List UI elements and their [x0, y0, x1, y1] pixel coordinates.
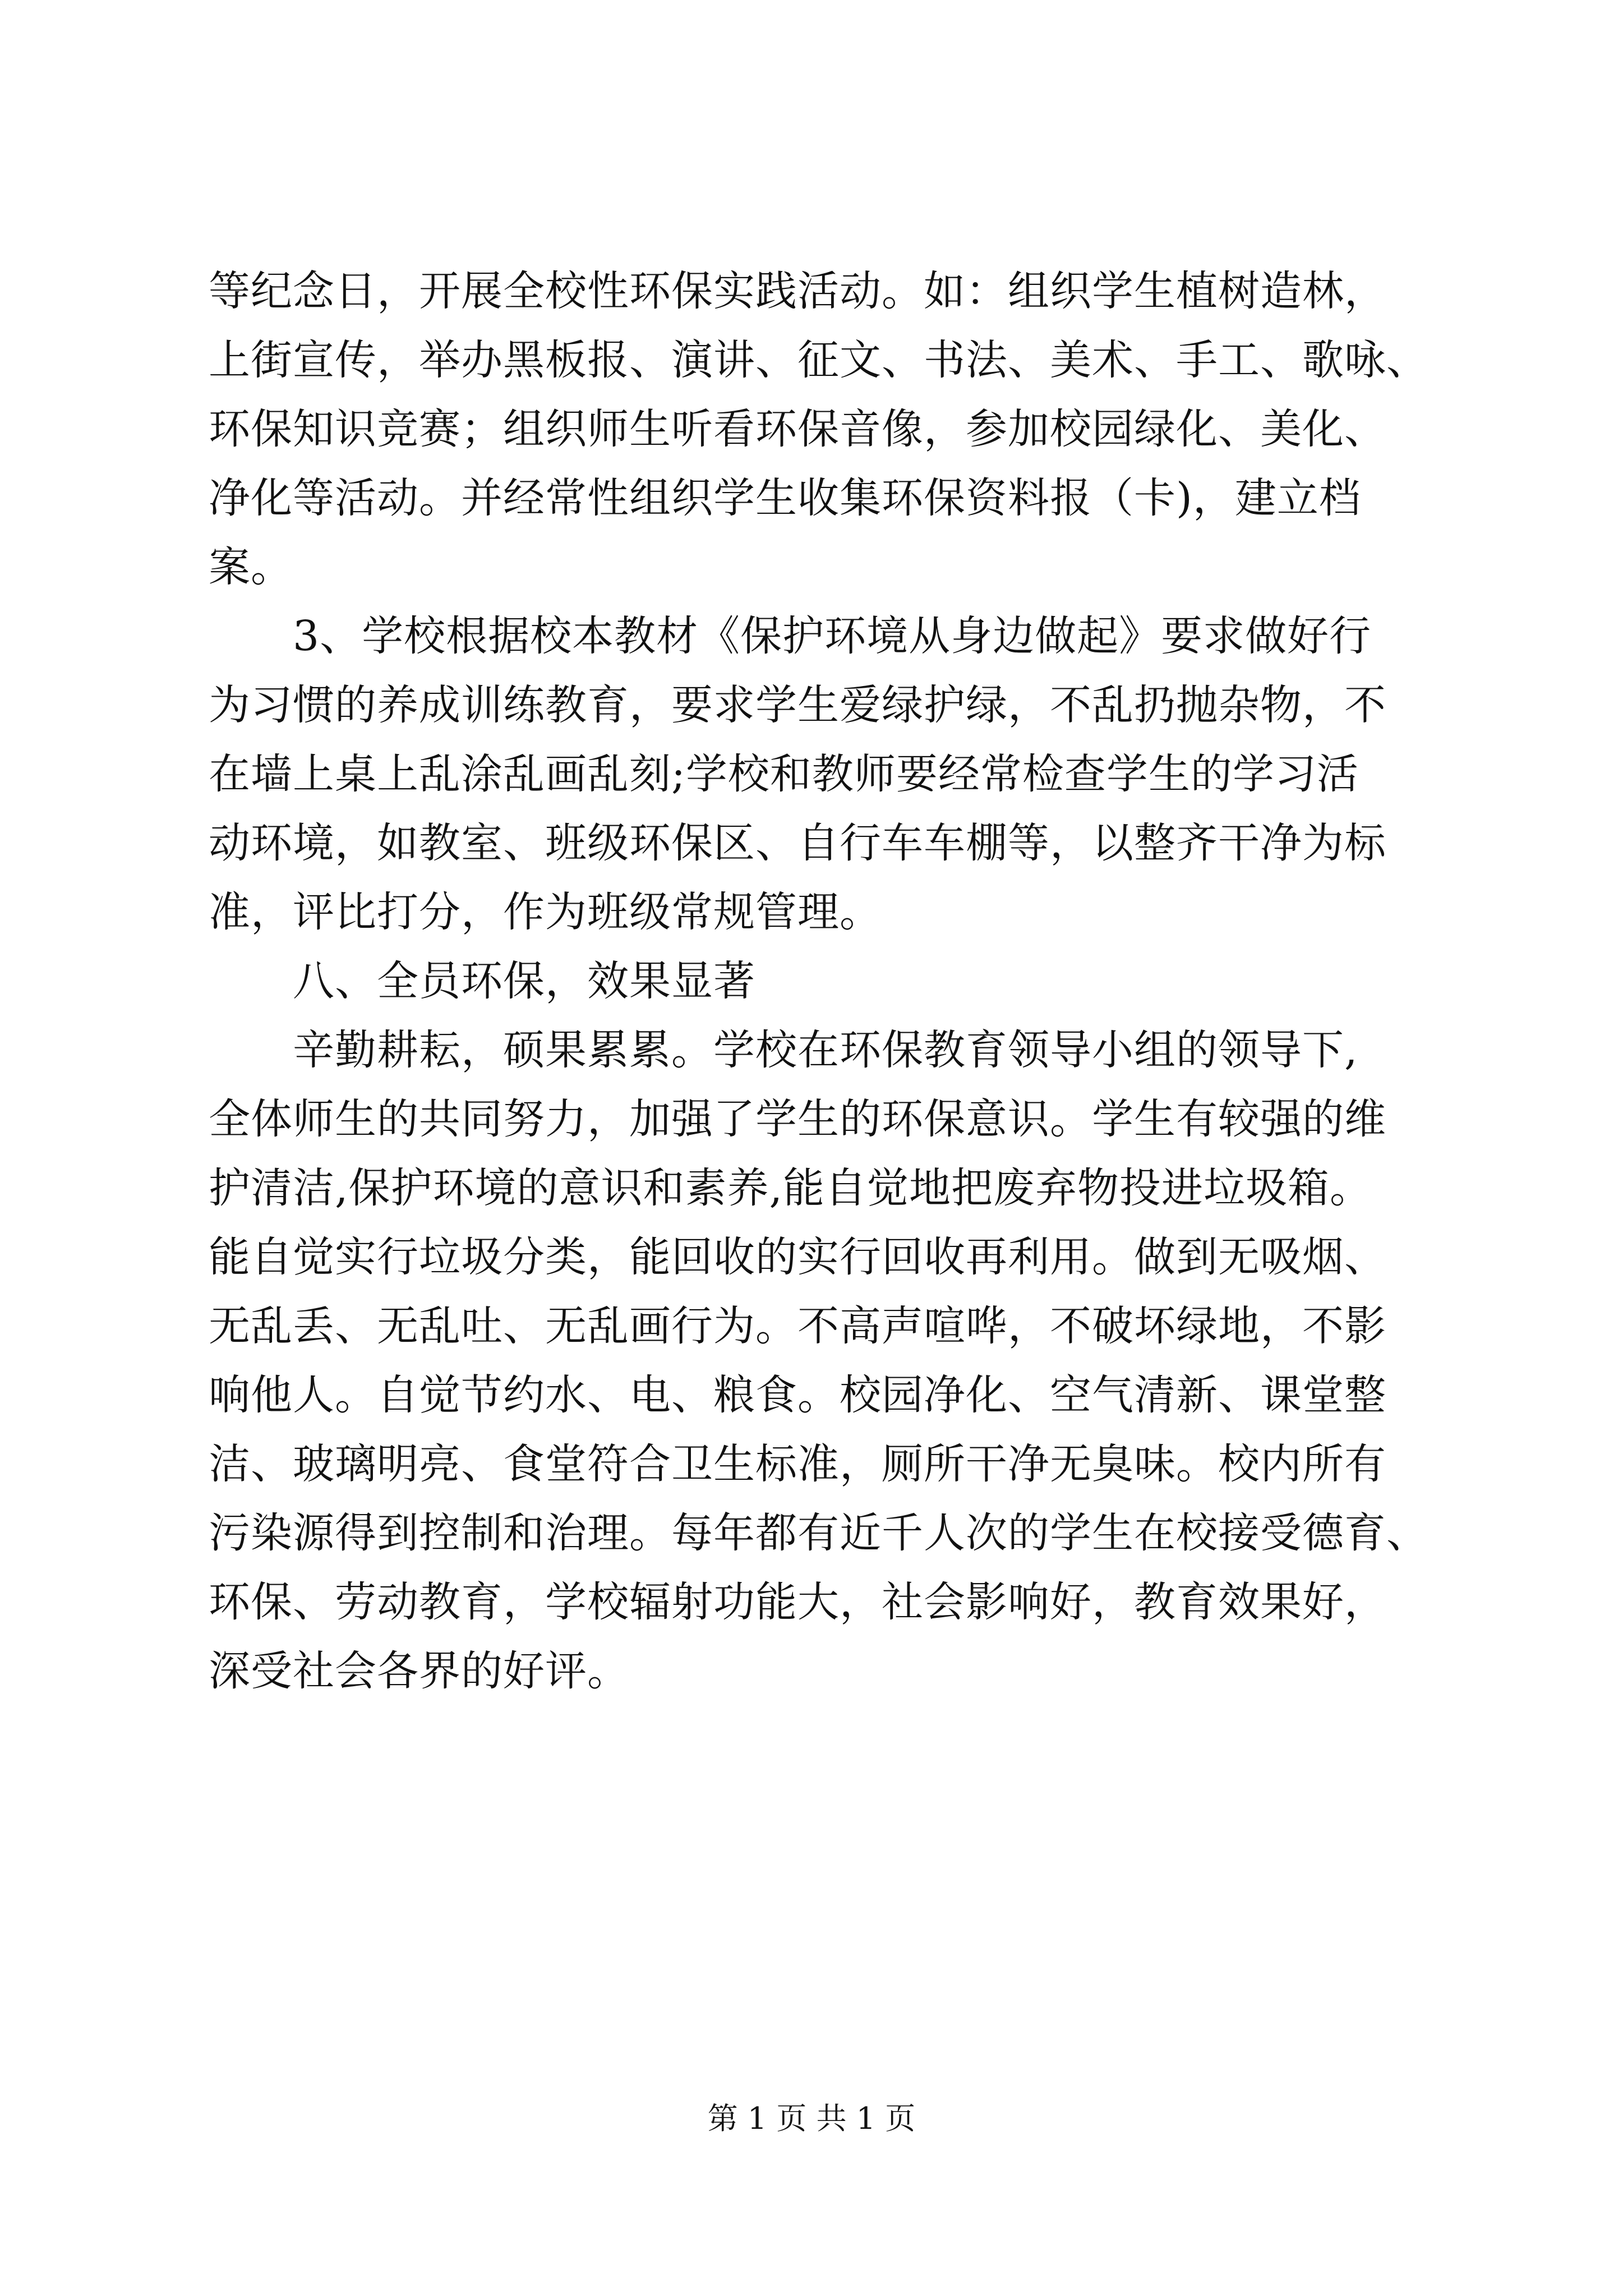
text-line: 准，评比打分，作为班级常规管理。 — [209, 888, 882, 936]
text-line: 为习惯的养成训练教育，要求学生爱绿护绿，不乱扔抛杂物，不 — [209, 681, 1386, 729]
text-line: 净化等活动。并经常性组织学生收集环保资料报（卡)，建立档 — [209, 474, 1361, 522]
text-line: 深受社会各界的好评。 — [209, 1647, 629, 1695]
text-line: 能自觉实行垃圾分类，能回收的实行回收再利用。做到无吸烟、 — [209, 1233, 1386, 1281]
document-body — [209, 257, 1468, 1706]
text-line: 等纪念日，开展全校性环保实践活动。如：组织学生植树造林， — [209, 267, 1386, 315]
text-line: 洁、玻璃明亮、食堂符合卫生标准，厕所干净无臭味。校内所有 — [209, 1440, 1386, 1488]
text-line: 环保、劳动教育，学校辐射功能大，社会影响好，教育效果好， — [209, 1578, 1386, 1626]
page-footer: 第 1 页 共 1 页 — [707, 2101, 916, 2136]
text-line: 动环境，如教室、班级环保区、自行车车棚等，以整齐干净为标 — [209, 819, 1386, 867]
text-line: 环保知识竞赛；组织师生听看环保音像，参加校园绿化、美化、 — [209, 405, 1386, 453]
text-line: 上街宣传，举办黑板报、演讲、征文、书法、美术、手工、歌咏、 — [209, 336, 1428, 384]
paragraph-first-line: 3、学校根据校本教材《保护环境从身边做起》要求做好行 — [293, 612, 1372, 660]
text-line: 响他人。自觉节约水、电、粮食。校园净化、空气清新、课堂整 — [209, 1371, 1386, 1419]
paragraph-first-line: 辛勤耕耘，硕果累累。学校在环保教育领导小组的领导下, — [293, 1026, 1358, 1074]
text-line: 在墙上桌上乱涂乱画乱刻;学校和教师要经常检查学生的学习活 — [209, 750, 1359, 798]
text-line: 案。 — [209, 543, 293, 591]
text-line: 护清洁,保护环境的意识和素养,能自觉地把废弃物投进垃圾箱。 — [209, 1164, 1372, 1212]
section-heading: 八、全员环保，效果显著 — [293, 957, 755, 1005]
text-line: 无乱丢、无乱吐、无乱画行为。不高声喧哗，不破坏绿地，不影 — [209, 1302, 1386, 1350]
text-line: 全体师生的共同努力，加强了学生的环保意识。学生有较强的维 — [209, 1095, 1386, 1143]
text-line: 污染源得到控制和治理。每年都有近千人次的学生在校接受德育、 — [209, 1509, 1428, 1557]
